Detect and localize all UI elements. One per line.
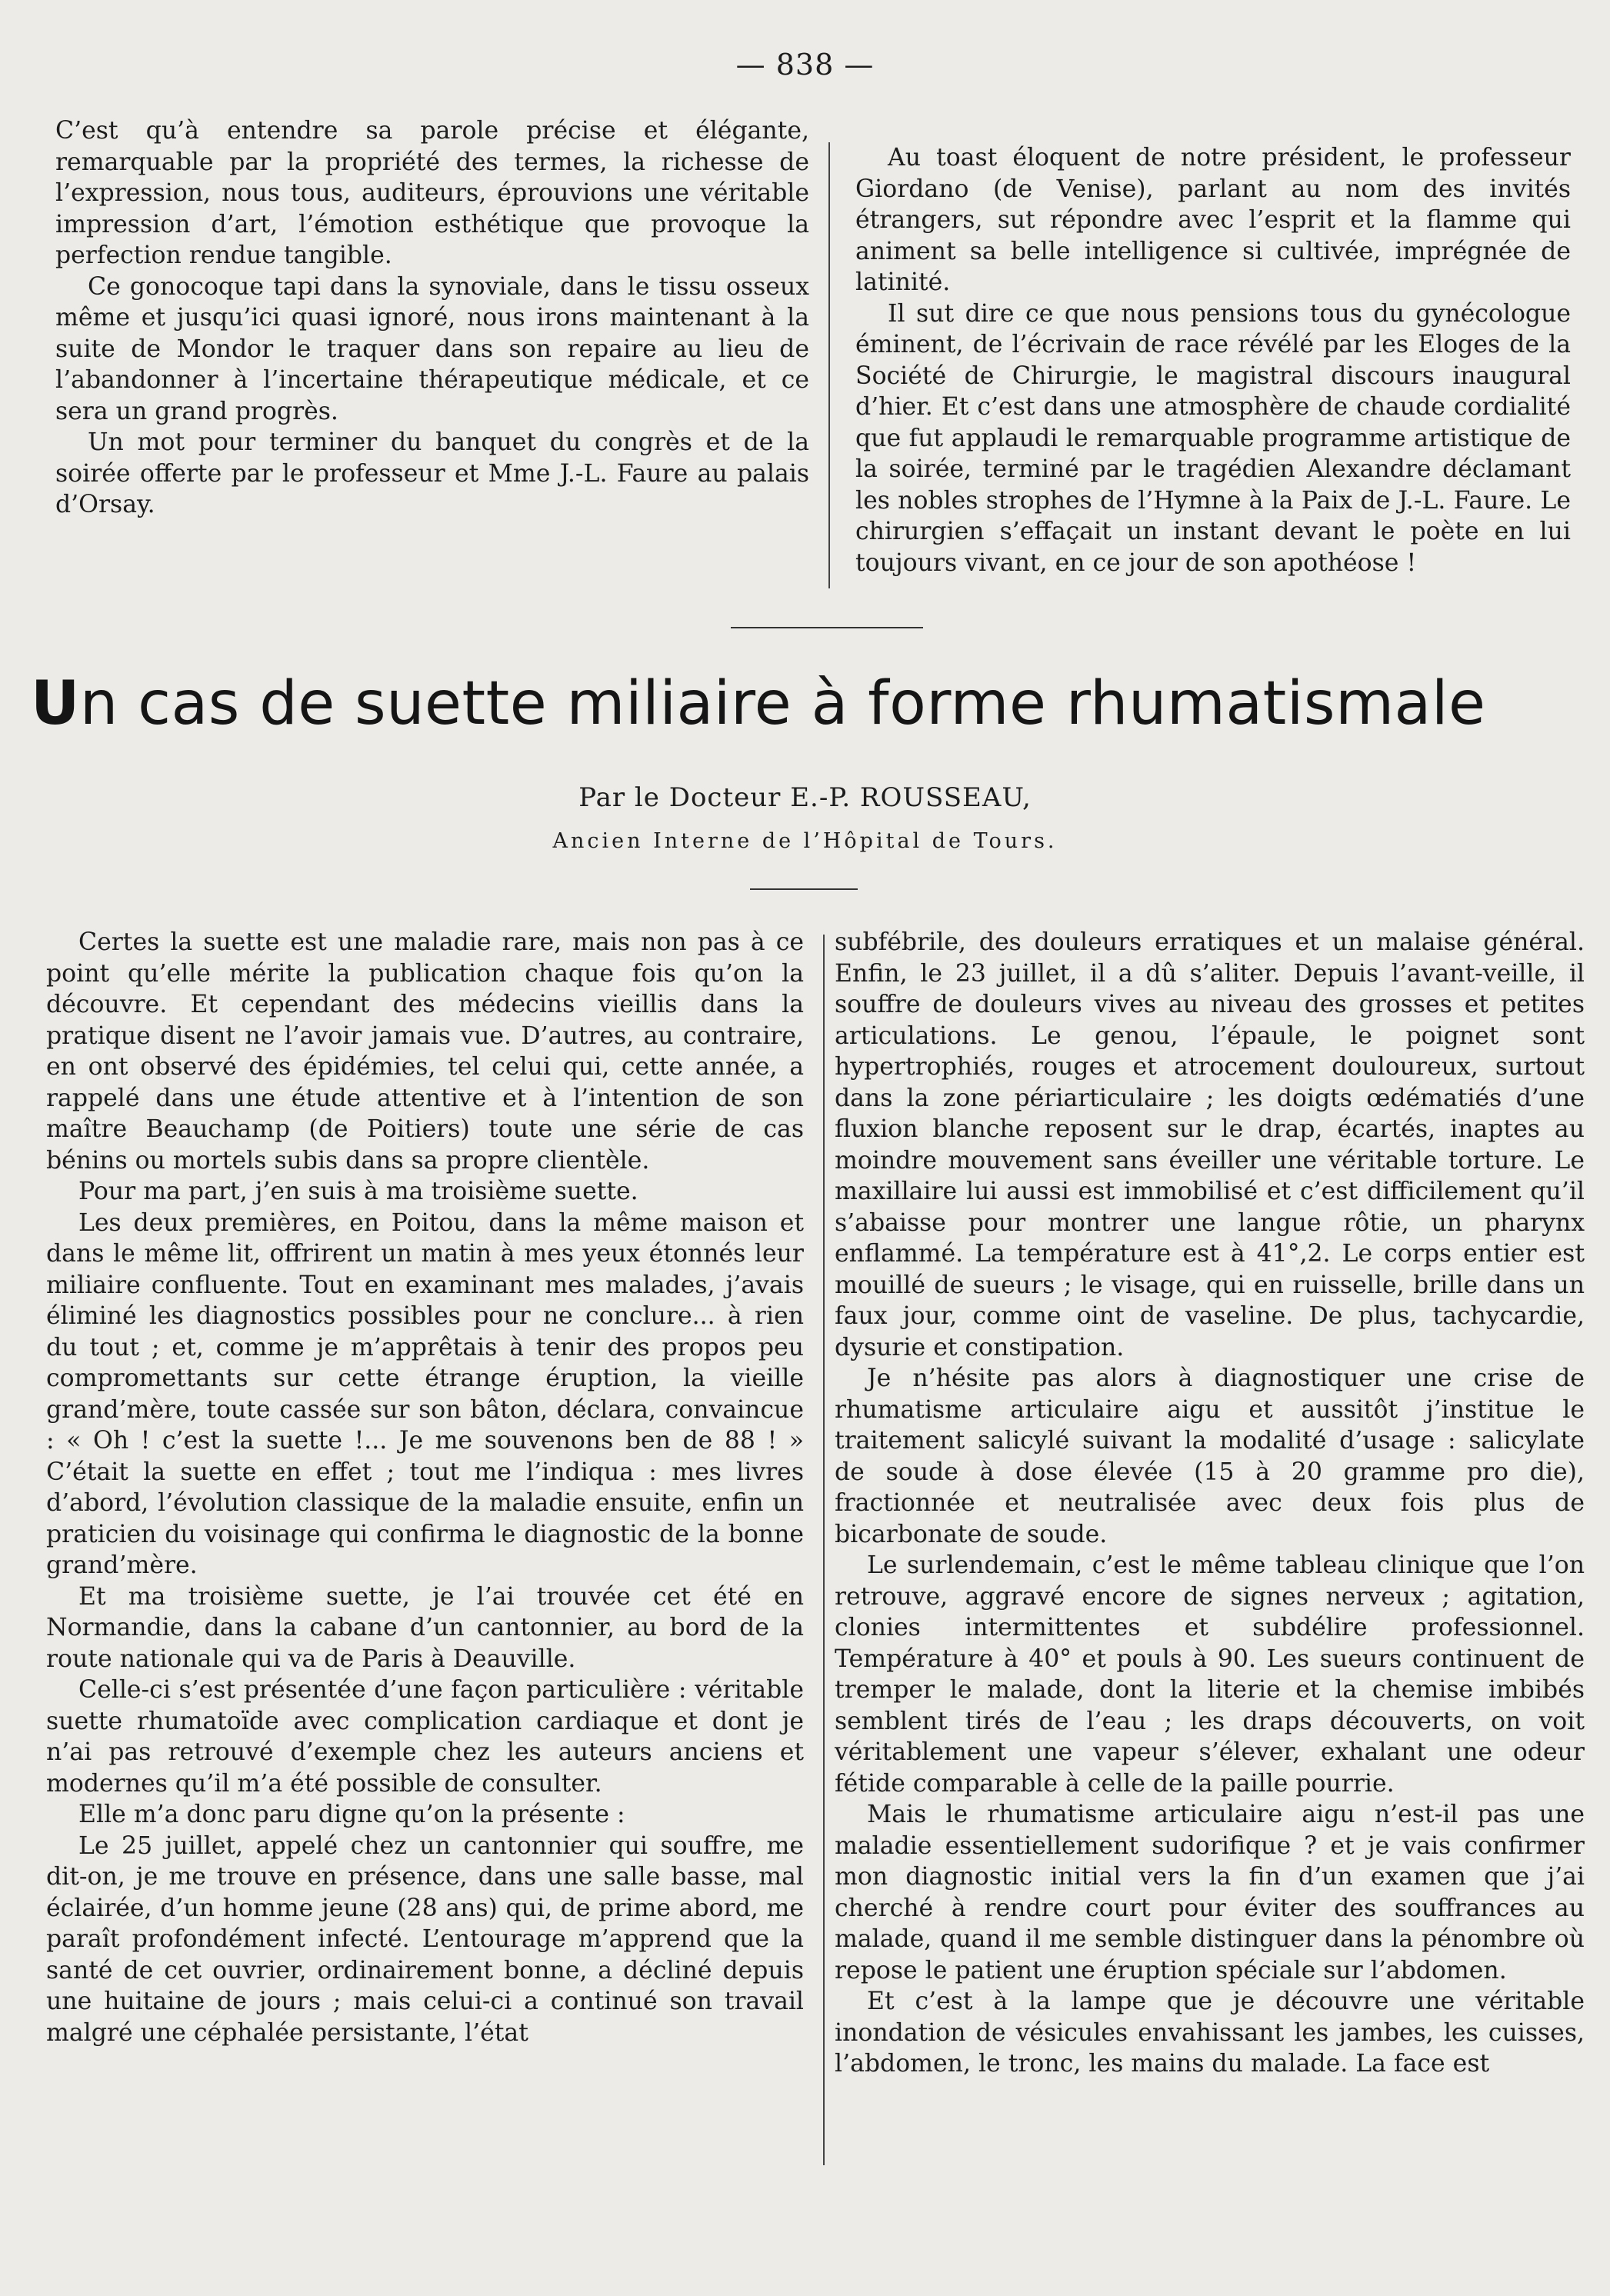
paragraph: Le 25 juillet, appelé chez un cantonnier qui souffre, me dit-on, je me trouve en présence, dans une salle basse, mal éclairée, d’un homme jeune (28 ans) qui, de prime abord, me paraît profondément infecté. L’entourage m’apprend que la santé de cet ouvrier, ordinairement bonne, a décliné depuis une huitaine de jours ; mais celui-ci a continué son travail malgré une céphalée persistante, l’état [46,1831,804,2047]
article-byline: Par le Docteur E.-P. ROUSSEAU, [578,782,1032,813]
paragraph: Certes la suette est une maladie rare, mais non pas à ce point qu’elle mérite la publication chaque fois qu’on la découvre. Et cependant des médecins vieillis dans la pratique disent ne l’avoir jamais vue. D’autres, au contraire, en ont observé des épidémies, tel celui qui, cette année, a rappelé dans une étude attentive et à l’intention de son maître Beauchamp (de Poitiers) toute une série de cas bénins ou mortels subis dans sa propre clientèle. [46,928,804,1175]
section-divider [731,627,923,628]
paragraph: Et c’est à la lampe que je découvre une véritable inondation de vésicules envahissant les jambes, les cuisses, l’abdomen, le tronc, les mains du malade. La face est [835,1988,1585,2078]
paragraph: Je n’hésite pas alors à diagnostiquer une crise de rhumatisme articulaire aigu et aussitôt j’institue le traitement salicylé suivant la modalité d’usage : salicylate de soude à dose élevée (15 à 20 gramme pro die), fractionnée et neutralisée avec deux fois plus de bicarbonate de soude. [835,1365,1585,1548]
paragraph: Le surlendemain, c’est le même tableau clinique que l’on retrouve, aggravé encore de signes nerveux ; agitation, clonies intermittentes et subdélire professionnel. Température à 40° et pouls à 90. Les sueurs continuent de tremper le malade, dont la literie et la chemise imbibés semblent tirés de l’eau ; les draps découverts, on voit véritablement une vapeur s’élever, exhalant une odeur fétide comparable à celle de la paille pourrie. [835,1551,1585,1798]
byline-divider [750,888,858,890]
paragraph: Au toast éloquent de notre président, le professeur Giordano (de Venise), parlant au nom des invités étrangers, sut répondre avec l’esprit et la flamme qui animent sa belle intelligence si cultivée, imprégnée de latinité. [855,144,1571,296]
paragraph: Ce gonocoque tapi dans la synoviale, dans le tissu osseux même et jusqu’ici quasi ignoré, nous irons maintenant à la suite de Mondor le traquer dans son repaire au lieu de l’abandonner à l’incertaine thérapeutique médicale, et ce sera un grand progrès. [55,272,809,425]
page-number: — 838 — [735,48,875,82]
paragraph: Celle-ci s’est présentée d’une façon particulière : véritable suette rhumatoïde avec complication cardiaque et dont je n’ai pas retrouvé d’exemple chez les auteurs anciens et modernes qu’il m’a été possible de consulter. [46,1676,804,1798]
column-bottom-right [835,927,1585,2080]
paragraph: Elle m’a donc paru digne qu’on la présente : [78,1801,625,1828]
paragraph: Les deux premières, en Poitou, dans la même maison et dans le même lit, offrirent un matin à mes yeux étonnés leur miliaire confluente. Tout en examinant mes malades, j’avais éliminé les diagnostics possibles pour ne conclure... à rien du tout ; et, comme je m’apprêtais à tenir des propos peu compromettants sur cette étrange éruption, la vieille grand’mère, toute cassée sur son bâton, déclara, convaincue : « Oh ! c’est la suette !... Je me souvenons ben de 88 ! » C’était la suette en effet ; tout me l’indiqua : mes livres d’abord, l’évolution classique de la maladie ensuite, enfin un praticien du voisinage qui confirma le diagnostic de la bonne grand’mère. [46,1208,804,1579]
article-title: Un cas de suette miliaire à forme rhumatismale [31,669,1486,738]
column-bottom-left [46,927,804,2048]
paragraph: Un mot pour terminer du banquet du congrès et de la soirée offerte par le professeur et Mme J.-L. Faure au palais d’Orsay. [55,428,809,518]
paragraph: Pour ma part, j’en suis à ma troisième suette. [78,1178,638,1205]
column-divider [823,935,825,2165]
paragraph: Mais le rhumatisme articulaire aigu n’est-il pas une maladie essentiellement sudorifique ? et je vais confirmer mon diagnostic initial vers la fin d’un examen que j’ai cherché à rendre court pour éviter des souffrances au malade, quand il me semble distinguer dans la pénombre où repose le patient une éruption spéciale sur l’abdomen. [835,1801,1585,1984]
column-top-right [855,142,1571,578]
column-divider [828,142,830,588]
paragraph: subfébrile, des douleurs erratiques et un malaise général. Enfin, le 23 juillet, il a dû s’aliter. Depuis l’avant-veille, il souffre de douleurs vives au niveau des grosses et petites articulations. Le genou, l’épaule, le poignet sont hypertrophiés, rouges et atrocement douloureux, surtout dans la zone périarticulaire ; les doigts œdématiés d’une fluxion blanche reposent sur le drap, écartés, inaptes au moindre mouvement sans éveiller une véritable torture. Le maxillaire lui aussi est immobilisé et c’est difficilement qu’il s’abaisse pour montrer une langue rôtie, un pharynx enflammé. La température est à 41°,2. Le corps entier est mouillé de sueurs ; le visage, qui en ruisselle, brille dans un faux jour, comme oint de vaseline. De plus, tachycardie, dysurie et constipation. [835,928,1585,1361]
author-affiliation: Ancien Interne de l’Hôpital de Tours. [552,829,1058,853]
column-top-left [55,115,809,521]
paragraph: C’est qu’à entendre sa parole précise et élégante, remarquable par la propriété des termes, la richesse de l’expression, nous tous, auditeurs, éprouvions une véritable impression d’art, l’émotion esthétique que provoque la perfection rendue tangible. [55,117,809,269]
paragraph: Il sut dire ce que nous pensions tous du gynécologue éminent, de l’écrivain de race révélé par les Eloges de la Société de Chirurgie, le magistral discours inaugural d’hier. Et c’est dans une atmosphère de chaude cordialité que fut applaudi le remarquable programme artistique de la soirée, terminé par le tragédien Alexandre déclamant les nobles strophes de l’Hymne à la Paix de J.-L. Faure. Le chirurgien s’effaçait un instant devant le poète en lui toujours vivant, en ce jour de son apothéose ! [855,299,1571,577]
paragraph: Et ma troisième suette, je l’ai trouvée cet été en Normandie, dans la cabane d’un cantonnier, au bord de la route nationale qui va de Paris à Deauville. [46,1582,804,1673]
